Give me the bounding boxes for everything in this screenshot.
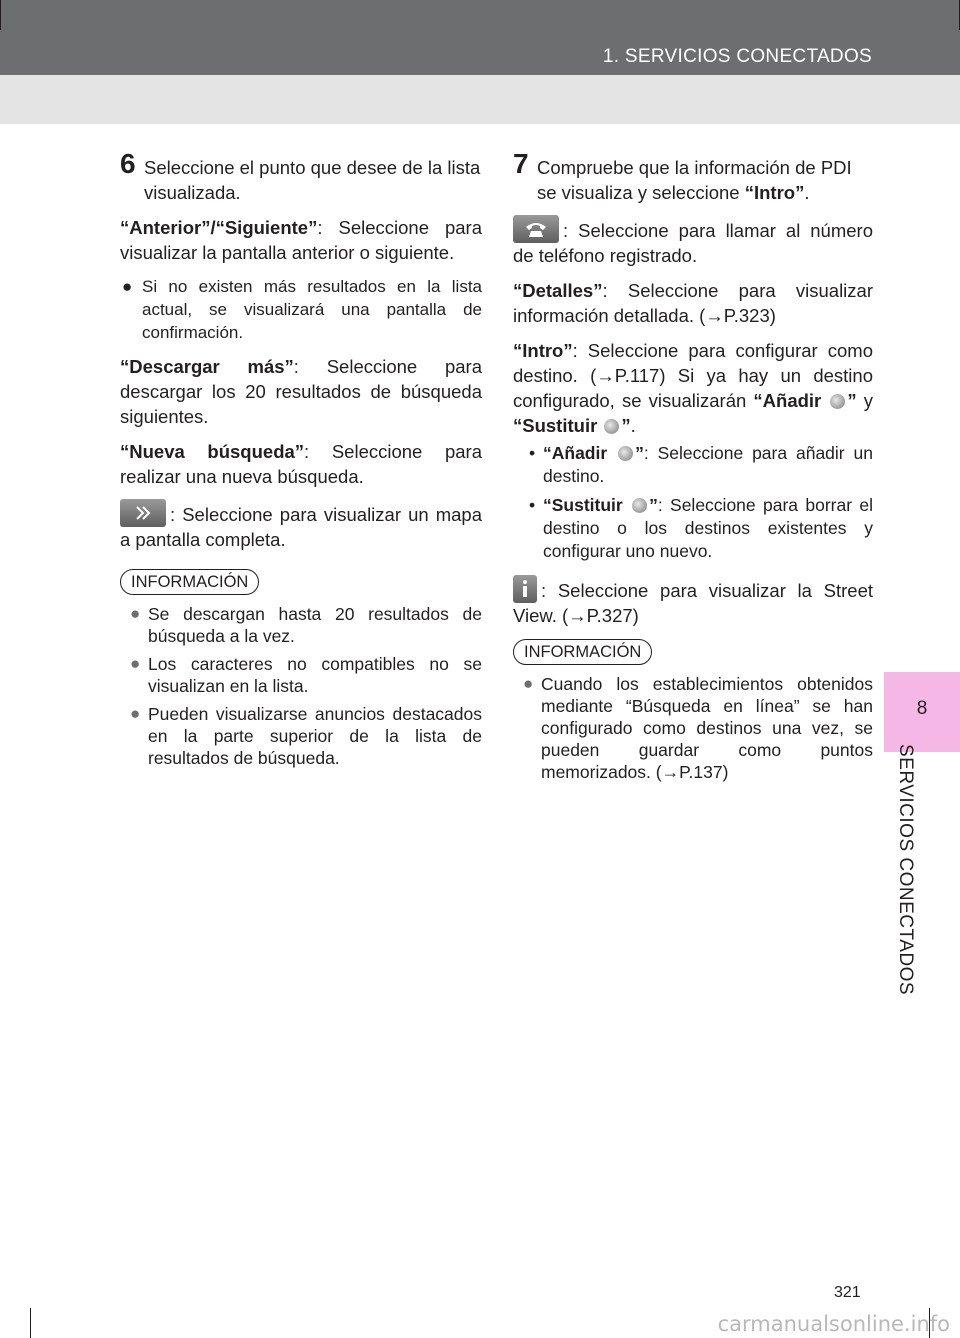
destination-marker-icon [632,498,647,513]
step-7 [513,148,873,205]
info-label: INFORMACIÓN [513,639,652,665]
info-item [128,653,482,697]
description: y [856,390,874,411]
info-item [521,673,873,783]
sub-item-anadir: • “Añadir ”: Seleccione para añadir un destino. [529,443,873,486]
info-list [120,603,482,769]
header-bar [0,0,960,75]
bullet-icon: • [529,443,536,463]
step-text: Seleccione el punto que desee de la lista visualizada. [144,157,481,203]
crop-mark [30,1308,31,1338]
info-text: Pueden visualizarse anuncios destacados en la parte superior de la lista de resultados de búsqueda. [148,704,482,768]
chapter-label: SERVICIOS CONECTADOS [895,744,916,996]
watermark: carmanualsonline.info [717,1312,950,1336]
paragraph-street [513,575,873,628]
info-text: Los caracteres no compatibles no se visualizan en la lista. [148,654,482,696]
page-number: 321 [834,1284,861,1301]
info-text: Se descargan hasta 20 resultados de búsqueda a la vez. [148,604,482,646]
info-list [513,673,873,783]
left-column [120,148,482,775]
description: : Seleccione para visualizar la pantalla anterior o siguiente. [120,217,482,263]
destination-marker-icon [604,419,619,434]
description: : Seleccione para añadir un destino. [543,443,873,486]
paragraph-descargar [120,354,482,429]
term: “Anterior”/“Siguiente” [120,217,318,238]
info-box [513,638,873,783]
description: : Seleccione para realizar una nueva búsqueda. [120,441,482,487]
info-label: INFORMACIÓN [120,569,259,595]
info-icon [513,575,537,603]
term: “Detalles” [513,280,603,301]
chapter-number: 8 [916,698,928,719]
description: : Seleccione para configurar como destino. (→P.117) Si ya hay un destino configurado, se visualizarán [513,340,873,411]
step-number: 6 [120,148,136,179]
term: “Sustituir [513,415,598,436]
section-title: 1. SERVICIOS CONECTADOS [602,46,872,67]
term: “Descargar más” [120,356,294,377]
description: : Seleccione para visualizar información detallada. (→P.323) [513,280,873,326]
bullet-icon: ● [122,277,133,296]
paragraph-detalles [513,278,873,328]
step-number: 7 [513,148,529,179]
description: . [630,415,636,436]
description: : Seleccione para borrar el destino o los destinos existentes y configurar uno nuevo. [543,495,873,561]
step-text: Compruebe que la información de PDI se visualiza y seleccione [537,157,852,203]
info-text: Cuando los establecimientos obtenidos mediante “Búsqueda en línea” se han configurado como destinos una vez, se pueden guardar como puntos memorizados. (→P.137) [541,674,873,782]
sub-item-sustituir: • “Sustituir ”: Seleccione para borrar el destino o los destinos existentes y configurar uno nuevo. [529,495,873,561]
right-column [513,148,874,789]
description: : Seleccione para descargar los 20 resultados de búsqueda siguientes. [120,356,482,427]
double-chevron-icon [120,499,166,527]
term: “Intro” [513,340,573,361]
paragraph-mapa [120,499,482,552]
bullet-icon: ● [523,674,534,693]
term: “Añadir [543,443,608,463]
step-6 [120,148,482,205]
info-box [120,568,482,769]
phone-icon [513,215,559,243]
paragraph-intro: “Intro”: Seleccione para configurar como destino. (→P.117) Si ya hay un destino configurado, se visualizarán “Añadir ” y “Sustituir ”. [513,340,874,436]
bullet-icon: ● [130,604,141,623]
term: “Intro” [744,182,805,203]
description: : Seleccione para visualizar la Street View. (→P.327) [513,580,873,626]
info-item [128,703,482,769]
paragraph-nueva [120,439,482,489]
term: “Nueva búsqueda” [120,441,305,462]
destination-marker-icon [618,446,633,461]
bullet-icon: • [529,495,536,515]
bullet-no-results [120,275,482,344]
destination-marker-icon [830,394,845,409]
bullet-text: Si no existen más resultados en la lista actual, se visualizará una pantalla de confirmación. [142,277,482,342]
description: : Seleccione para visualizar un mapa a pantalla completa. [120,504,482,550]
bullet-icon: ● [130,654,141,673]
bullet-icon: ● [130,704,141,723]
description: : Seleccione para llamar al número de teléfono registrado. [513,220,873,266]
step-text-end: . [804,182,810,203]
info-item [128,603,482,647]
paragraph-anterior [120,215,482,265]
chapter-tab [884,672,960,752]
paragraph-phone [513,215,873,268]
term: “Sustituir [543,495,623,515]
crop-mark [0,0,1,30]
term: “Añadir [753,390,822,411]
